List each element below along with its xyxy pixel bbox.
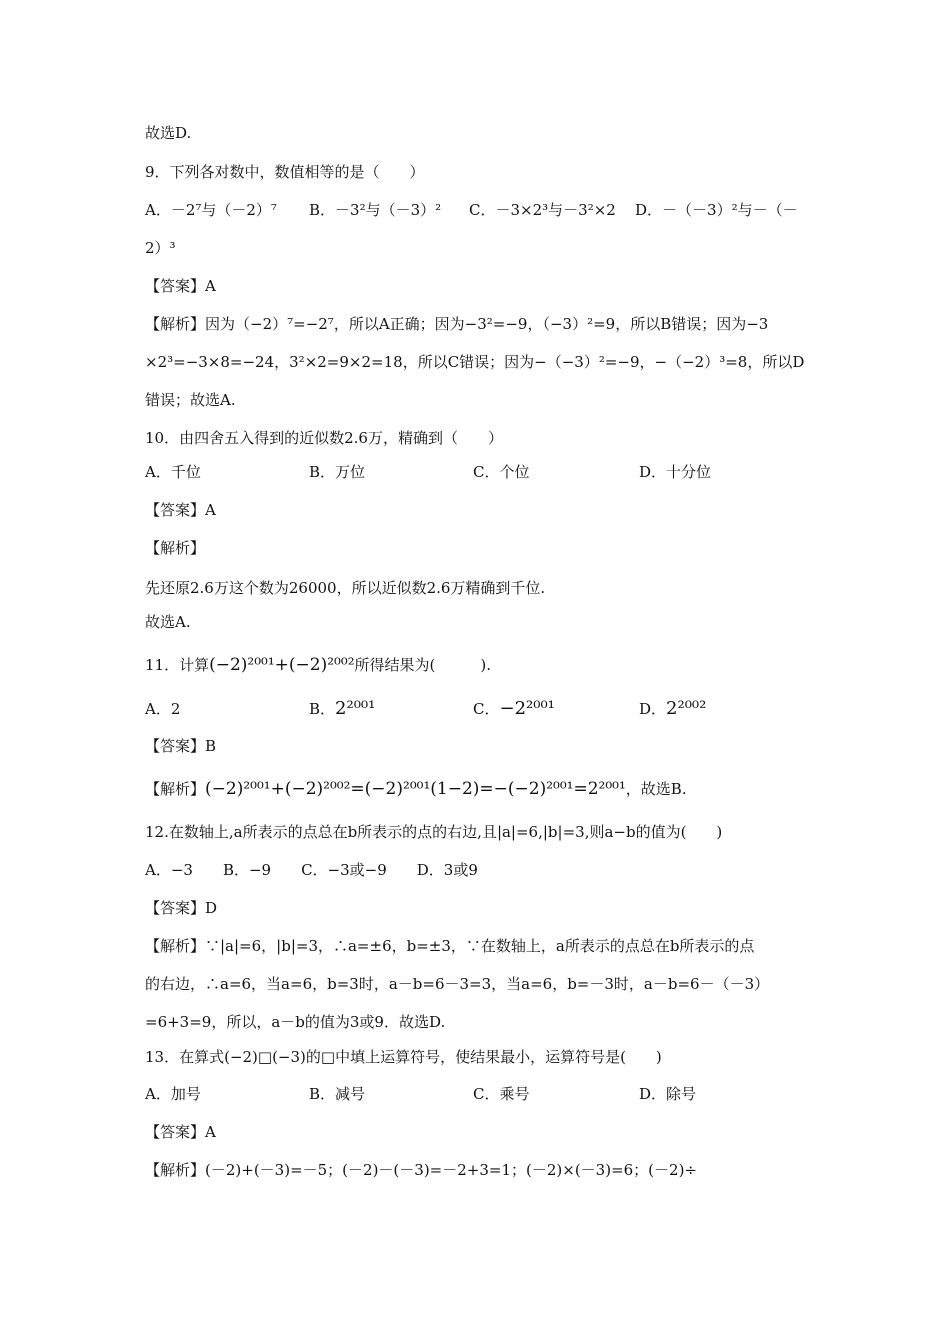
explanation-9-line3: 错误；故选A. (145, 391, 236, 409)
q13-option-c: C．乘号 (473, 1085, 530, 1103)
q9-option-d-cont: 2）³ (145, 239, 176, 257)
question-11 (145, 653, 491, 677)
q11-option-c: −2²⁰⁰¹ (499, 698, 555, 719)
q10-option-b: B．万位 (309, 463, 366, 481)
explanation-9-line1: 【解析】因为（−2）⁷=−2⁷，所以A正确；因为−3²=−9，（−3）²=9，所以B错误；因为−3 (145, 315, 769, 333)
q11-option-d-label: D． (639, 700, 667, 718)
explanation-10-heading: 【解析】 (145, 539, 206, 557)
question-9-options (145, 200, 825, 220)
question-9: 9．下列各对数中，数值相等的是（ ） (145, 163, 425, 181)
e11-suffix: ，故选B. (625, 780, 687, 798)
question-12: 12.在数轴上,a所表示的点总在b所表示的点的右边,且|a|=6,|b|=3,则a−b的值为( ) (145, 823, 723, 841)
q10-option-c: C．个位 (473, 463, 530, 481)
explanation-12-line1: 【解析】∵|a|=6，|b|=3，∴a=±6，b=±3，∵在数轴上，a所表示的点总在b所表示的点 (145, 937, 755, 955)
q11-option-d: 2²⁰⁰² (666, 698, 707, 719)
explanation-13-line1: 【解析】(－2)+(－3)=－5；(－2)－(－3)=－2+3=1；(－2)×(－3)=6；(－2)÷ (145, 1161, 697, 1179)
q9-option-d: D．－（－3）²与－（－ (635, 201, 798, 219)
question-10: 10．由四舍五入得到的近似数2.6万，精确到（ ） (145, 429, 503, 447)
q11-prefix: 11．计算 (145, 656, 210, 674)
explanation-12-line2: 的右边，∴a=6，当a=6，b=3时，a－b=6－3=3，当a=6，b=－3时，a－b=6－（－3） (145, 975, 770, 993)
answer-13: 【答案】A (145, 1123, 216, 1141)
answer-12: 【答案】D (145, 899, 218, 917)
q10-option-a: A．千位 (145, 463, 201, 481)
q13-option-b: B．减号 (309, 1085, 366, 1103)
explanation-9-line2: ×2³=−3×8=−24，3²×2=9×2=18，所以C错误；因为−（−3）²=−9，−（−2）³=8，所以D (145, 353, 805, 371)
question-13: 13．在算式(−2)□(−3)的□中填上运算符号，使结果最小，运算符号是( ) (145, 1048, 662, 1066)
question-11-options (145, 697, 825, 721)
explanation-10-line1: 先还原2.6万这个数为26000，所以近似数2.6万精确到千位. (145, 579, 546, 597)
q11-expression: (−2)²⁰⁰¹+(−2)²⁰⁰² (209, 655, 355, 675)
explanation-11 (145, 777, 687, 801)
answer-note: 故选D. (145, 124, 192, 142)
q11-option-c-label: C． (473, 700, 500, 718)
question-12-options: A．−3 B．−9 C．−3或−9 D．3或9 (145, 861, 478, 879)
q10-option-d: D．十分位 (639, 463, 712, 481)
explanation-12-line3: =6+3=9，所以，a－b的值为3或9．故选D. (145, 1013, 446, 1031)
q9-option-b: B．－3²与（－3）² (309, 201, 442, 219)
question-13-options (145, 1084, 825, 1104)
answer-9: 【答案】A (145, 277, 216, 295)
q13-option-d: D．除号 (639, 1085, 697, 1103)
q9-option-a: A．－2⁷与（－2）⁷ (145, 201, 277, 219)
q13-option-a: A．加号 (145, 1085, 201, 1103)
e11-expression: (−2)²⁰⁰¹+(−2)²⁰⁰²=(−2)²⁰⁰¹(1−2)=−(−2)²⁰⁰¹=2²⁰⁰¹ (205, 779, 626, 799)
q11-suffix: 所得结果为( ). (354, 656, 491, 674)
q11-option-b-label: B． (309, 700, 336, 718)
answer-11: 【答案】B (145, 737, 217, 755)
q11-option-a: A．2 (145, 700, 181, 718)
e11-prefix: 【解析】 (145, 780, 206, 798)
q9-option-c: C．－3×2³与－3²×2 (469, 201, 616, 219)
q11-option-b: 2²⁰⁰¹ (335, 698, 376, 719)
explanation-10-line2: 故选A. (145, 613, 191, 631)
answer-10: 【答案】A (145, 501, 216, 519)
question-10-options (145, 462, 825, 482)
